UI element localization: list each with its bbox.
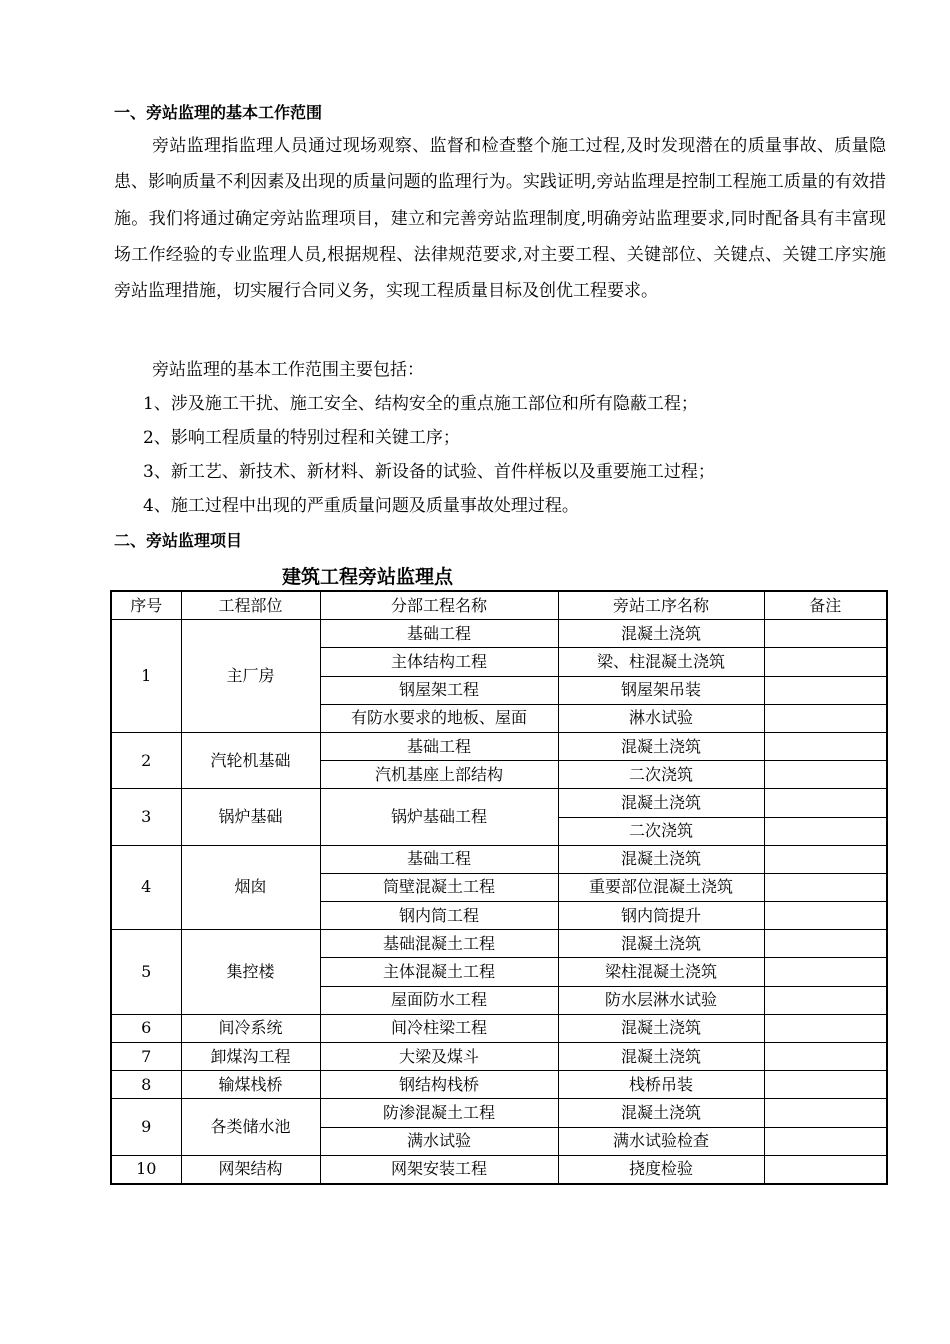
sub-project-name: 筒壁混凝土工程: [320, 873, 558, 901]
sub-project-name: 屋面防水工程: [320, 986, 558, 1014]
section-1-heading: 一、旁站监理的基本工作范围: [114, 103, 323, 122]
process-name: 二次浇筑: [558, 817, 764, 845]
row-number: 4: [111, 845, 181, 930]
process-name: 梁、柱混凝土浇筑: [558, 648, 764, 676]
project-part: 汽轮机基础: [181, 732, 320, 788]
scope-intro: 旁站监理的基本工作范围主要包括：: [152, 360, 424, 380]
sub-project-name: 基础混凝土工程: [320, 930, 558, 958]
process-name: 钢屋架吊装: [558, 676, 764, 704]
remarks-cell: [764, 704, 887, 732]
remarks-cell: [764, 1099, 887, 1127]
remarks-cell: [764, 873, 887, 901]
table-row: [111, 732, 887, 760]
row-number: 9: [111, 1099, 181, 1155]
process-name: 挠度检验: [558, 1155, 764, 1184]
remarks-cell: [764, 789, 887, 817]
sub-project-name: 钢结构栈桥: [320, 1071, 558, 1099]
remarks-cell: [764, 902, 887, 930]
table-row: [111, 845, 887, 873]
remarks-cell: [764, 676, 887, 704]
sub-project-name: 基础工程: [320, 732, 558, 760]
project-part: 烟囱: [181, 845, 320, 930]
sub-project-name: 满水试验: [320, 1127, 558, 1155]
table-body: [111, 620, 887, 1184]
table-title: 建筑工程旁站监理点: [282, 566, 454, 588]
header-part: 工程部位: [181, 591, 320, 620]
sub-project-name: 网架安装工程: [320, 1155, 558, 1184]
remarks-cell: [764, 1127, 887, 1155]
scope-item-4: 4、施工过程中出现的严重质量问题及质量事故处理过程。: [143, 496, 579, 516]
table-row: [111, 1071, 887, 1099]
sub-project-name: 汽机基座上部结构: [320, 761, 558, 789]
process-name: 混凝土浇筑: [558, 732, 764, 760]
header-no: 序号: [111, 591, 181, 620]
table-row: [111, 1043, 887, 1071]
remarks-cell: [764, 958, 887, 986]
table-header-row: [111, 591, 887, 620]
process-name: 防水层淋水试验: [558, 986, 764, 1014]
process-name: 淋水试验: [558, 704, 764, 732]
sub-project-name: 主体结构工程: [320, 648, 558, 676]
project-part: 各类储水池: [181, 1099, 320, 1155]
process-name: 二次浇筑: [558, 761, 764, 789]
sub-project-name: 基础工程: [320, 845, 558, 873]
remarks-cell: [764, 620, 887, 648]
sub-project-name: 锅炉基础工程: [320, 789, 558, 845]
supervision-points-table: [110, 590, 888, 1185]
project-part: 网架结构: [181, 1155, 320, 1184]
table-row: [111, 930, 887, 958]
sub-project-name: 主体混凝土工程: [320, 958, 558, 986]
process-name: 混凝土浇筑: [558, 1043, 764, 1071]
sub-project-name: 钢屋架工程: [320, 676, 558, 704]
sub-project-name: 间冷柱梁工程: [320, 1014, 558, 1042]
process-name: 栈桥吊装: [558, 1071, 764, 1099]
remarks-cell: [764, 1043, 887, 1071]
remarks-cell: [764, 648, 887, 676]
remarks-cell: [764, 1071, 887, 1099]
table-row: [111, 1014, 887, 1042]
table-row: [111, 620, 887, 648]
process-name: 混凝土浇筑: [558, 789, 764, 817]
scope-item-1: 1、涉及施工干扰、施工安全、结构安全的重点施工部位和所有隐蔽工程；: [143, 394, 698, 414]
process-name: 重要部位混凝土浇筑: [558, 873, 764, 901]
sub-project-name: 基础工程: [320, 620, 558, 648]
remarks-cell: [764, 930, 887, 958]
project-part: 集控楼: [181, 930, 320, 1015]
sub-project-name: 防渗混凝土工程: [320, 1099, 558, 1127]
section-1-paragraph: 旁站监理指监理人员通过现场观察、监督和检查整个施工过程,及时发现潜在的质量事故、质量隐患、影响质量不利因素及出现的质量问题的监理行为。实践证明,旁站监理是控制工程施工质量的有效措施。我们将通过确定旁站监理项目，建立和完善旁站监理制度,明确旁站监理要求,同时配备具有丰富现场工作经验的专业监理人员,根据规程、法律规范要求,对主要工程、关键部位、关键点、关键工序实施旁站监理措施，切实履行合同义务，实现工程质量目标及创优工程要求。: [114, 136, 886, 302]
process-name: 混凝土浇筑: [558, 845, 764, 873]
sub-project-name: 大梁及煤斗: [320, 1043, 558, 1071]
project-part: 锅炉基础: [181, 789, 320, 845]
remarks-cell: [764, 817, 887, 845]
row-number: 10: [111, 1155, 181, 1184]
process-name: 梁柱混凝土浇筑: [558, 958, 764, 986]
process-name: 混凝土浇筑: [558, 620, 764, 648]
table-row: [111, 789, 887, 817]
project-part: 间冷系统: [181, 1014, 320, 1042]
remarks-cell: [764, 1014, 887, 1042]
process-name: 混凝土浇筑: [558, 1099, 764, 1127]
scope-item-2: 2、影响工程质量的特别过程和关键工序；: [143, 428, 460, 448]
section-2-heading: 二、旁站监理项目: [114, 531, 243, 550]
row-number: 8: [111, 1071, 181, 1099]
sub-project-name: 钢内筒工程: [320, 902, 558, 930]
remarks-cell: [764, 1155, 887, 1184]
row-number: 7: [111, 1043, 181, 1071]
remarks-cell: [764, 732, 887, 760]
header-sub-project: 分部工程名称: [320, 591, 558, 620]
project-part: 主厂房: [181, 620, 320, 733]
remarks-cell: [764, 986, 887, 1014]
project-part: 输煤栈桥: [181, 1071, 320, 1099]
sub-project-name: 有防水要求的地板、屋面: [320, 704, 558, 732]
remarks-cell: [764, 845, 887, 873]
header-remarks: 备注: [764, 591, 887, 620]
row-number: 3: [111, 789, 181, 845]
scope-item-3: 3、新工艺、新技术、新材料、新设备的试验、首件样板以及重要施工过程；: [143, 462, 715, 482]
remarks-cell: [764, 761, 887, 789]
process-name: 混凝土浇筑: [558, 1014, 764, 1042]
header-process: 旁站工序名称: [558, 591, 764, 620]
table-row: [111, 1099, 887, 1127]
row-number: 6: [111, 1014, 181, 1042]
process-name: 满水试验检查: [558, 1127, 764, 1155]
project-part: 卸煤沟工程: [181, 1043, 320, 1071]
process-name: 混凝土浇筑: [558, 930, 764, 958]
row-number: 5: [111, 930, 181, 1015]
table-row: [111, 1155, 887, 1184]
row-number: 1: [111, 620, 181, 733]
process-name: 钢内筒提升: [558, 902, 764, 930]
row-number: 2: [111, 732, 181, 788]
